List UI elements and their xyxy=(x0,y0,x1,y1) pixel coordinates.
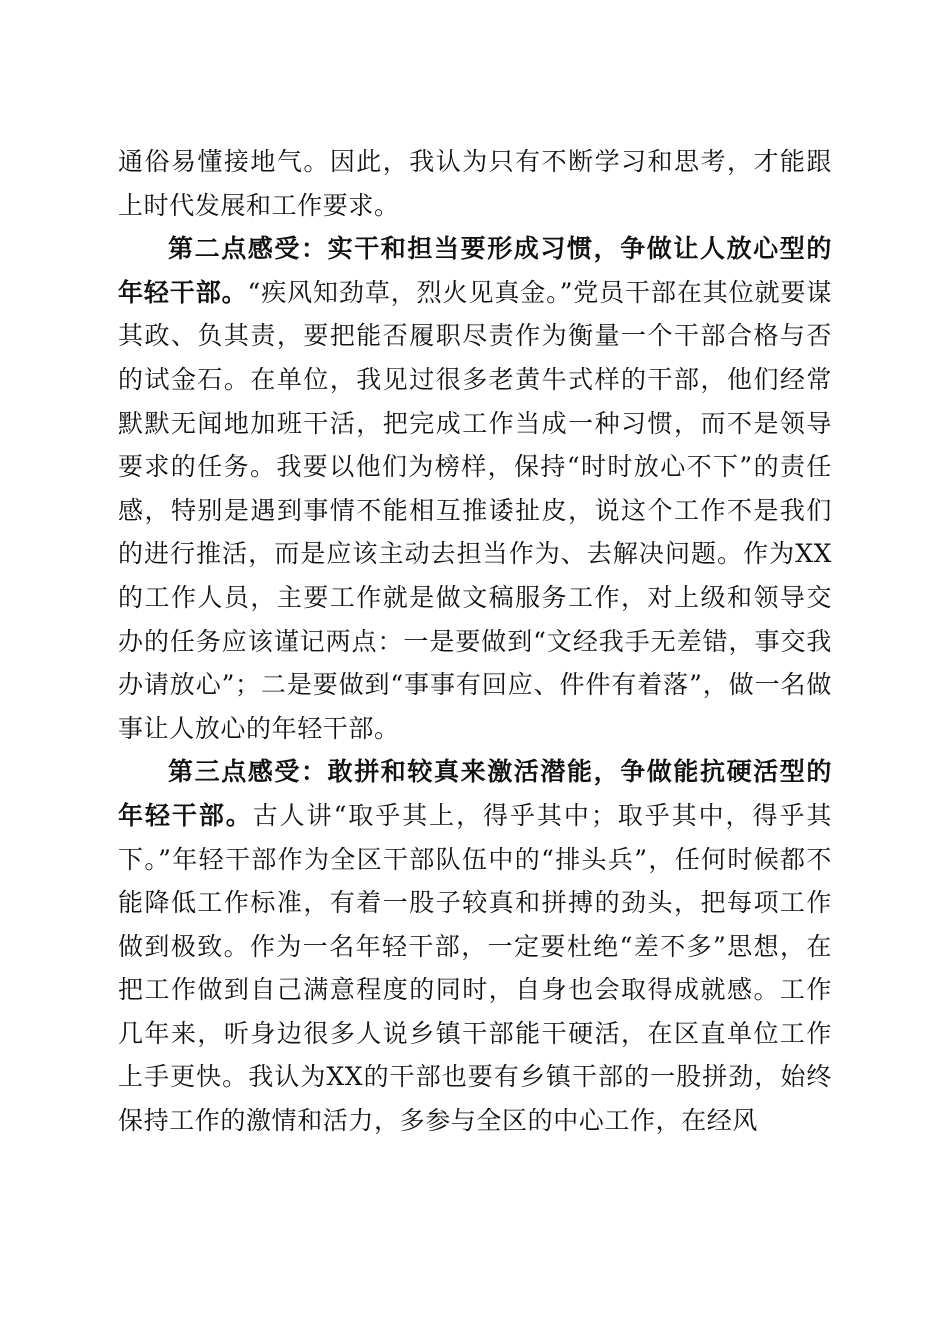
paragraph-text: 古人讲“取乎其上，得乎其中；取乎其中，得乎其下。”年轻干部作为全区干部队伍中的“排头兵”，任何时候都不能降低工作标准，有着一股子较真和拼搏的劲头，把每项工作做到极致。作为一名年轻干部，一定要杜绝“差不多”思想，在把工作做到自己满意程度的同时，自身也会取得成就感。工作几年来，听身边很多人说乡镇干部能干硬活，在区直单位工作上手更快。我认为XX的干部也要有乡镇干部的一股拼劲，始终保持工作的激情和活力，多参与全区的中心工作，在经风 xyxy=(118,800,832,1136)
paragraph-text: “疾风知劲草，烈火见真金。”党员干部在其位就要谋其政、负其责，要把能否履职尽责作为衡量一个干部合格与否的试金石。在单位，我见过很多老黄牛式样的干部，他们经常默默无闻地加班干活，把完成工作当成一种习惯，而不是领导要求的任务。我要以他们为榜样，保持“时时放心不下”的责任感，特别是遇到事情不能相互推诿扯皮，说这个工作不是我们的进行推活，而是应该主动去担当作为、去解决问题。作为XX的工作人员，主要工作就是做文稿服务工作，对上级和领导交办的任务应该谨记两点：一是要做到“文经我手无差错，事交我办请放心”；二是要做到“事事有回应、件件有着落”，做一名做事让人放心的年轻干部。 xyxy=(118,277,832,743)
paragraph-third-insight xyxy=(118,750,832,1142)
paragraph-heading: 第三点感受：敢拼和较真来激活潜能，争做能抗硬活型的年轻干部。 xyxy=(118,757,832,830)
document-body xyxy=(118,140,832,1143)
paragraph-text: 通俗易懂接地气。因此，我认为只有不断学习和思考，才能跟上时代发展和工作要求。 xyxy=(118,147,832,220)
paragraph-second-insight xyxy=(118,227,832,750)
paragraph-continuation xyxy=(118,140,832,227)
paragraph-heading: 第二点感受：实干和担当要形成习惯，争做让人放心型的年轻干部。 xyxy=(118,234,832,307)
